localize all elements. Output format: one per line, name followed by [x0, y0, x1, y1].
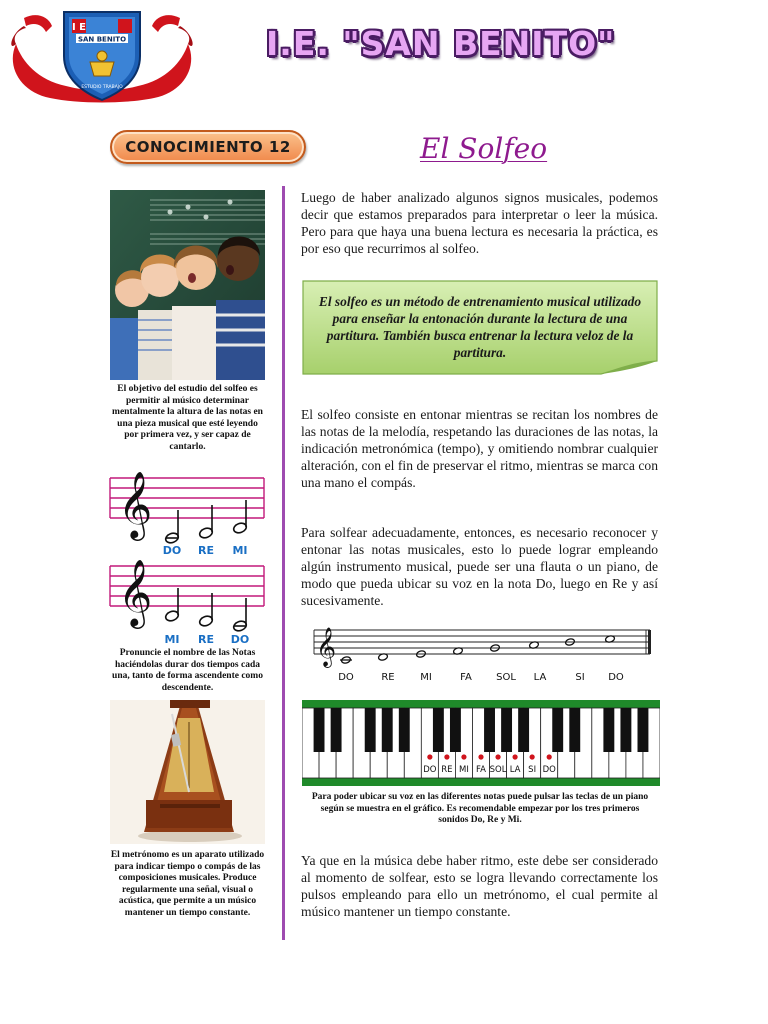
treble-clef-icon: 𝄞 — [118, 470, 153, 538]
scale-note-label: LA — [533, 672, 547, 683]
key-marker-dot — [513, 754, 518, 759]
metronome-photo — [110, 700, 265, 844]
school-name: I.E. "SAN BENITO" — [266, 24, 616, 63]
logo-motto: ESTUDIO TRABAJO — [81, 85, 123, 90]
piano-black-key — [638, 708, 649, 752]
logo-school-name: SAN BENITO — [77, 35, 127, 44]
piano-key-label: RE — [441, 765, 453, 775]
definition-text: El solfeo es un método de entrenamiento musical utilizado para enseñar la entonación durante la lectura de una partitura. También busca entrenar la lectura veloz de la partitura. — [318, 294, 642, 360]
note-label: DO — [230, 633, 250, 646]
paragraph-solfeo: El solfeo consiste en entonar mientras se recitan los nombres de las notas de la melodía, respetando las duraciones de las notas, la indicación metronómica (tempo), y omitiendo nombrar cualquier alteración, con el fin de preservar el ritmo, mientras se marca con una mano el compás. — [301, 407, 658, 490]
piano-black-key — [450, 708, 461, 752]
scale-note-label: FA — [460, 672, 472, 683]
key-marker-dot — [547, 754, 552, 759]
note-label: MI — [164, 633, 180, 646]
piano-key-label: DO — [542, 765, 556, 775]
scale-note-label: MI — [420, 672, 432, 683]
column-divider — [282, 186, 285, 940]
caption-metronome: El metrónomo es un aparato utilizado para indicar tiempo o compás de las composiciones musicales. Produce regularmente una señal, visual o acústica, que permite a un músico mantener un tiempo constante. — [110, 850, 265, 918]
piano-black-key — [552, 708, 563, 752]
piano-black-key — [382, 708, 393, 752]
scale-note-label: RE — [381, 672, 395, 683]
piano-black-key — [365, 708, 376, 752]
piano-black-key — [484, 708, 495, 752]
staff-descending — [108, 552, 270, 647]
piano-key-label: DO — [423, 765, 437, 775]
section-badge: CONOCIMIENTO 12 — [110, 130, 306, 164]
key-marker-dot — [444, 754, 449, 759]
scale-note-label: DO — [338, 672, 354, 683]
key-marker-dot — [530, 754, 535, 759]
caption-pronounce: Pronuncie el nombre de las Notas haciéndolas durar dos tiempos cada una, tanto de forma ascendente como descendente. — [112, 648, 263, 693]
piano-black-key — [314, 708, 325, 752]
scale-note-label: SOL — [496, 672, 516, 683]
paragraph-practice: Para solfear adecuadamente, entonces, es necesario reconocer y entonar las notas musicales, esto lo puede lograr empleando algún instrumento musical, puede ser una flauta o un piano, de modo que pueda ubicar su voz en la nota Do, luego en Re y así sucesivamente. — [301, 525, 658, 608]
paragraph-intro: Luego de haber analizado algunos signos musicales, podemos decir que estamos preparados para interpretar o leer la música. Pero para que haya una buena lectura es necesaria la práctica, es por eso que recurrimos al solfeo. — [301, 190, 658, 256]
logo-letter-left: I E — [71, 22, 87, 33]
piano-key-label: SOL — [489, 765, 507, 775]
note-label: DO — [162, 544, 182, 556]
paragraph-rhythm: Ya que en la música debe haber ritmo, este debe ser considerado al momento de solfear, esto se logra llevando correctamente los pulsos empleando para ello un metrónomo, el cual permite al músico mantener un tiempo constante. — [301, 853, 658, 919]
note-label: MI — [232, 544, 248, 556]
note-label: RE — [198, 544, 214, 556]
scale-note-label: DO — [608, 672, 624, 683]
caption-objective: El objetivo del estudio del solfeo es permitir al músico determinar mentalmente la altura de las notas en una pieza musical que esté leyendo por primera vez, y ser capaz de cantarlo. — [112, 384, 263, 452]
key-marker-dot — [478, 754, 483, 759]
piano-key-label: FA — [476, 765, 486, 775]
scale-note-label: SI — [575, 672, 585, 683]
piano-black-key — [331, 708, 342, 752]
children-singing-photo — [110, 190, 265, 380]
piano-black-key — [433, 708, 444, 752]
key-marker-dot — [495, 754, 500, 759]
piano-key-label: LA — [509, 765, 521, 775]
piano-black-key — [518, 708, 529, 752]
treble-clef-icon: 𝄞 — [118, 558, 153, 626]
piano-key-label: MI — [459, 765, 469, 775]
staff-ascending — [108, 466, 270, 556]
page-title: El Solfeo — [420, 132, 548, 165]
piano-keyboard — [302, 700, 660, 788]
note-label: RE — [198, 633, 214, 646]
school-logo — [6, 6, 198, 106]
treble-clef-icon: 𝄞 — [316, 627, 337, 667]
definition-callout — [301, 279, 659, 376]
piano-black-key — [501, 708, 512, 752]
key-marker-dot — [427, 754, 432, 759]
piano-black-key — [399, 708, 410, 752]
key-marker-dot — [461, 754, 466, 759]
caption-piano: Para poder ubicar su voz en las diferentes notas puede pulsar las teclas de un piano según se muestra en el gráfico. Es recomendable empezar por los tres primeros sonidos Do, Re y Mi. — [311, 792, 649, 825]
scale-staff — [300, 620, 662, 692]
piano-black-key — [603, 708, 614, 752]
piano-key-label: SI — [528, 765, 537, 775]
piano-black-key — [620, 708, 631, 752]
piano-black-key — [569, 708, 580, 752]
